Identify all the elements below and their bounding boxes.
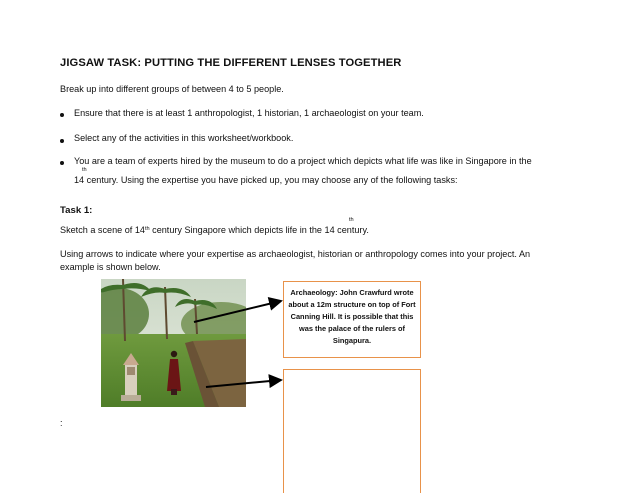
century-text: century. Using the expertise you have picked up, you may choose any of the following tasks: xyxy=(86,175,458,185)
sketch-text-b: century Singapore which depicts life in the 14 xyxy=(152,225,335,235)
archaeology-annotation-box xyxy=(283,281,421,358)
ordinal-superscript: th xyxy=(144,226,150,232)
empty-annotation-box xyxy=(283,369,421,493)
bullet-dot xyxy=(60,139,64,143)
worksheet-title: JIGSAW TASK: PUTTING THE DIFFERENT LENSES TOGETHER xyxy=(60,57,402,69)
trailing-mark: : xyxy=(60,418,63,428)
ordinal-superscript: th xyxy=(82,167,87,173)
archaeology-annotation-text: Archaeology: John Crawfurd wrote about a 12m structure on top of Fort Canning Hill. It is possible that this was the palace of the rulers of Singapura. xyxy=(288,288,416,345)
bullet-dot xyxy=(60,161,64,165)
bullet-dot xyxy=(60,113,64,117)
sketch-text-a: Sketch a scene of 14 xyxy=(60,225,145,235)
bullet-experts-line2 xyxy=(74,175,458,185)
bullet-experts-line1: You are a team of experts hired by the museum to do a project which depicts what life was like in Singapore in the xyxy=(74,156,532,166)
arrows-instruction-line2: example is shown below. xyxy=(60,262,161,272)
task-instruction xyxy=(60,225,369,235)
century-number: 14 xyxy=(74,175,85,185)
scene-screenshot-image xyxy=(101,279,246,407)
sketch-text-c: century. xyxy=(337,225,369,235)
bullet-team-roles: Ensure that there is at least 1 anthropologist, 1 historian, 1 archaeologist on your team. xyxy=(74,108,424,118)
task-label: Task 1: xyxy=(60,205,93,216)
bullet-select-activity: Select any of the activities in this worksheet/workbook. xyxy=(74,133,294,143)
arrows-instruction-line1: Using arrows to indicate where your expertise as archaeologist, historian or anthropology comes into your project. An xyxy=(60,249,531,259)
intro-text: Break up into different groups of between 4 to 5 people. xyxy=(60,84,284,94)
ordinal-superscript: th xyxy=(349,217,354,223)
scene-illustration xyxy=(101,279,246,407)
